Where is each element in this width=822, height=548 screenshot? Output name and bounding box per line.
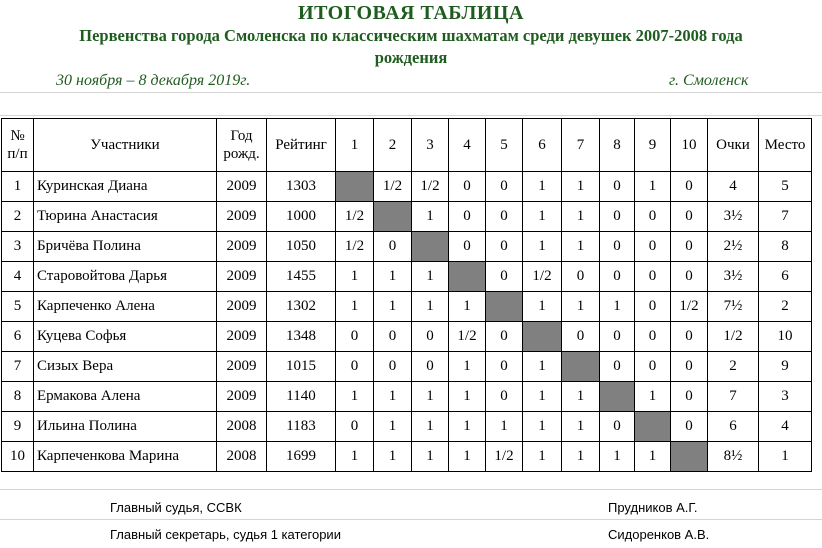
header-row bbox=[2, 119, 812, 172]
game-result: 1 bbox=[562, 382, 600, 412]
game-result: 1 bbox=[600, 292, 635, 322]
table-row bbox=[2, 412, 812, 442]
game-result: 1/2 bbox=[412, 172, 449, 202]
diagonal-cell bbox=[374, 202, 412, 232]
diagonal-cell bbox=[336, 172, 374, 202]
game-result: 0 bbox=[671, 232, 708, 262]
game-result: 1 bbox=[412, 442, 449, 472]
birth-year: 2009 bbox=[217, 202, 267, 232]
game-result: 0 bbox=[486, 172, 523, 202]
game-result: 1 bbox=[562, 202, 600, 232]
subtitle-line-1: Первенства города Смоленска по классическим шахматам среди девушек 2007-2008 года bbox=[79, 26, 743, 45]
points: 7½ bbox=[708, 292, 759, 322]
birth-year: 2009 bbox=[217, 292, 267, 322]
game-result: 0 bbox=[671, 322, 708, 352]
game-result: 1 bbox=[562, 412, 600, 442]
place: 2 bbox=[759, 292, 812, 322]
birth-year: 2008 bbox=[217, 412, 267, 442]
game-result: 1/2 bbox=[449, 322, 486, 352]
table-row bbox=[2, 322, 812, 352]
header-num: № п/п bbox=[2, 119, 34, 172]
game-result: 0 bbox=[635, 232, 671, 262]
place: 4 bbox=[759, 412, 812, 442]
diagonal-cell bbox=[635, 412, 671, 442]
place: 5 bbox=[759, 172, 812, 202]
header-round: 7 bbox=[562, 119, 600, 172]
game-result: 1 bbox=[412, 262, 449, 292]
points: 3½ bbox=[708, 202, 759, 232]
table-row bbox=[2, 202, 812, 232]
rating: 1183 bbox=[267, 412, 336, 442]
diagonal-cell bbox=[523, 322, 562, 352]
game-result: 1 bbox=[336, 292, 374, 322]
game-result: 0 bbox=[374, 352, 412, 382]
row-number: 4 bbox=[2, 262, 34, 292]
game-result: 0 bbox=[449, 232, 486, 262]
table-row bbox=[2, 232, 812, 262]
diagonal-cell bbox=[486, 292, 523, 322]
tournament-dates: 30 ноября – 8 декабря 2019г. bbox=[56, 72, 251, 89]
birth-year: 2009 bbox=[217, 382, 267, 412]
game-result: 1 bbox=[523, 442, 562, 472]
rating: 1302 bbox=[267, 292, 336, 322]
game-result: 1 bbox=[374, 412, 412, 442]
participant-name: Ермакова Алена bbox=[34, 382, 217, 412]
header-round: 8 bbox=[600, 119, 635, 172]
game-result: 0 bbox=[635, 322, 671, 352]
game-result: 1 bbox=[449, 352, 486, 382]
place: 1 bbox=[759, 442, 812, 472]
rating: 1050 bbox=[267, 232, 336, 262]
chief-secretary-name: Сидоренков А.В. bbox=[608, 527, 710, 542]
place: 3 bbox=[759, 382, 812, 412]
game-result: 0 bbox=[486, 322, 523, 352]
chief-secretary-label: Главный секретарь, судья 1 категории bbox=[110, 527, 341, 542]
rating: 1348 bbox=[267, 322, 336, 352]
game-result: 1 bbox=[562, 442, 600, 472]
header-round: 3 bbox=[412, 119, 449, 172]
game-result: 0 bbox=[412, 352, 449, 382]
game-result: 0 bbox=[600, 412, 635, 442]
place: 7 bbox=[759, 202, 812, 232]
game-result: 1 bbox=[374, 442, 412, 472]
table-row bbox=[2, 262, 812, 292]
rating: 1699 bbox=[267, 442, 336, 472]
participant-name: Бричёва Полина bbox=[34, 232, 217, 262]
table-row bbox=[2, 172, 812, 202]
diagonal-cell bbox=[412, 232, 449, 262]
results-body bbox=[2, 172, 812, 472]
participant-name: Старовойтова Дарья bbox=[34, 262, 217, 292]
row-number: 1 bbox=[2, 172, 34, 202]
game-result: 0 bbox=[562, 262, 600, 292]
game-result: 0 bbox=[671, 262, 708, 292]
row-number: 2 bbox=[2, 202, 34, 232]
game-result: 1/2 bbox=[336, 232, 374, 262]
diagonal-cell bbox=[600, 382, 635, 412]
rating: 1303 bbox=[267, 172, 336, 202]
game-result: 0 bbox=[336, 322, 374, 352]
game-result: 0 bbox=[671, 352, 708, 382]
footer-divider bbox=[0, 519, 822, 520]
points: 8½ bbox=[708, 442, 759, 472]
page-title: ИТОГОВАЯ ТАБЛИЦА bbox=[298, 2, 524, 24]
table-row bbox=[2, 352, 812, 382]
game-result: 1 bbox=[523, 202, 562, 232]
game-result: 1 bbox=[412, 412, 449, 442]
points: 6 bbox=[708, 412, 759, 442]
place: 10 bbox=[759, 322, 812, 352]
game-result: 0 bbox=[600, 172, 635, 202]
header-birth-year: Год рожд. bbox=[217, 119, 267, 172]
results-table bbox=[1, 118, 812, 472]
game-result: 1 bbox=[635, 382, 671, 412]
table-row bbox=[2, 442, 812, 472]
points: 4 bbox=[708, 172, 759, 202]
game-result: 1 bbox=[523, 412, 562, 442]
game-result: 1 bbox=[523, 382, 562, 412]
game-result: 0 bbox=[374, 232, 412, 262]
chief-judge-label: Главный судья, ССВК bbox=[110, 500, 242, 515]
game-result: 1 bbox=[486, 412, 523, 442]
game-result: 1/2 bbox=[336, 202, 374, 232]
row-number: 10 bbox=[2, 442, 34, 472]
game-result: 0 bbox=[374, 322, 412, 352]
participant-name: Ильина Полина bbox=[34, 412, 217, 442]
subtitle-line-2: рождения bbox=[374, 48, 448, 67]
participant-name: Куринская Диана bbox=[34, 172, 217, 202]
game-result: 0 bbox=[671, 412, 708, 442]
header-round: 6 bbox=[523, 119, 562, 172]
points: 7 bbox=[708, 382, 759, 412]
game-result: 1/2 bbox=[671, 292, 708, 322]
game-result: 0 bbox=[600, 232, 635, 262]
diagonal-cell bbox=[449, 262, 486, 292]
game-result: 0 bbox=[635, 262, 671, 292]
header-participants: Участники bbox=[34, 119, 217, 172]
game-result: 1 bbox=[336, 442, 374, 472]
game-result: 1/2 bbox=[486, 442, 523, 472]
row-number: 5 bbox=[2, 292, 34, 322]
game-result: 0 bbox=[486, 262, 523, 292]
birth-year: 2008 bbox=[217, 442, 267, 472]
game-result: 0 bbox=[336, 352, 374, 382]
header-round: 1 bbox=[336, 119, 374, 172]
rating: 1455 bbox=[267, 262, 336, 292]
game-result: 1 bbox=[562, 292, 600, 322]
birth-year: 2009 bbox=[217, 352, 267, 382]
diagonal-cell bbox=[562, 352, 600, 382]
page-subtitle bbox=[30, 25, 792, 69]
game-result: 1 bbox=[523, 292, 562, 322]
game-result: 0 bbox=[600, 322, 635, 352]
game-result: 0 bbox=[600, 202, 635, 232]
header-round: 4 bbox=[449, 119, 486, 172]
game-result: 1 bbox=[523, 352, 562, 382]
game-result: 1 bbox=[449, 442, 486, 472]
row-number: 7 bbox=[2, 352, 34, 382]
table-row bbox=[2, 382, 812, 412]
game-result: 1 bbox=[412, 382, 449, 412]
points: 2 bbox=[708, 352, 759, 382]
header-round: 2 bbox=[374, 119, 412, 172]
game-result: 1 bbox=[374, 262, 412, 292]
row-number: 3 bbox=[2, 232, 34, 262]
participant-name: Карпеченкова Марина bbox=[34, 442, 217, 472]
game-result: 1 bbox=[635, 442, 671, 472]
game-result: 1/2 bbox=[374, 172, 412, 202]
game-result: 0 bbox=[671, 202, 708, 232]
game-result: 1 bbox=[336, 382, 374, 412]
game-result: 1 bbox=[412, 202, 449, 232]
game-result: 1 bbox=[412, 292, 449, 322]
game-result: 0 bbox=[671, 172, 708, 202]
game-result: 1/2 bbox=[523, 262, 562, 292]
table-row bbox=[2, 292, 812, 322]
place: 9 bbox=[759, 352, 812, 382]
blank-spacer-row bbox=[0, 92, 822, 116]
participant-name: Карпеченко Алена bbox=[34, 292, 217, 322]
game-result: 1 bbox=[523, 232, 562, 262]
birth-year: 2009 bbox=[217, 262, 267, 292]
game-result: 0 bbox=[486, 352, 523, 382]
game-result: 1 bbox=[449, 292, 486, 322]
game-result: 1 bbox=[600, 442, 635, 472]
rating: 1140 bbox=[267, 382, 336, 412]
points: 2½ bbox=[708, 232, 759, 262]
birth-year: 2009 bbox=[217, 232, 267, 262]
chief-judge-name: Прудников А.Г. bbox=[608, 500, 698, 515]
game-result: 1 bbox=[562, 232, 600, 262]
header-rating: Рейтинг bbox=[267, 119, 336, 172]
game-result: 1 bbox=[635, 172, 671, 202]
participant-name: Куцева Софья bbox=[34, 322, 217, 352]
game-result: 0 bbox=[635, 202, 671, 232]
row-number: 8 bbox=[2, 382, 34, 412]
participant-name: Сизых Вера bbox=[34, 352, 217, 382]
game-result: 1 bbox=[449, 382, 486, 412]
game-result: 0 bbox=[600, 352, 635, 382]
game-result: 0 bbox=[635, 292, 671, 322]
header-place: Место bbox=[759, 119, 812, 172]
game-result: 1 bbox=[562, 172, 600, 202]
game-result: 1 bbox=[449, 412, 486, 442]
game-result: 0 bbox=[635, 352, 671, 382]
header-round: 5 bbox=[486, 119, 523, 172]
row-number: 9 bbox=[2, 412, 34, 442]
game-result: 0 bbox=[336, 412, 374, 442]
points: 3½ bbox=[708, 262, 759, 292]
game-result: 0 bbox=[412, 322, 449, 352]
game-result: 1 bbox=[374, 382, 412, 412]
game-result: 0 bbox=[562, 322, 600, 352]
header-round: 10 bbox=[671, 119, 708, 172]
game-result: 0 bbox=[600, 262, 635, 292]
participant-name: Тюрина Анастасия bbox=[34, 202, 217, 232]
game-result: 0 bbox=[486, 202, 523, 232]
game-result: 1 bbox=[523, 172, 562, 202]
game-result: 0 bbox=[449, 172, 486, 202]
birth-year: 2009 bbox=[217, 322, 267, 352]
game-result: 0 bbox=[486, 232, 523, 262]
birth-year: 2009 bbox=[217, 172, 267, 202]
place: 8 bbox=[759, 232, 812, 262]
row-number: 6 bbox=[2, 322, 34, 352]
game-result: 0 bbox=[671, 382, 708, 412]
footer-divider bbox=[0, 489, 822, 490]
diagonal-cell bbox=[671, 442, 708, 472]
place: 6 bbox=[759, 262, 812, 292]
game-result: 0 bbox=[486, 382, 523, 412]
game-result: 1 bbox=[374, 292, 412, 322]
rating: 1015 bbox=[267, 352, 336, 382]
points: 1/2 bbox=[708, 322, 759, 352]
tournament-city: г. Смоленск bbox=[669, 72, 749, 89]
header-round: 9 bbox=[635, 119, 671, 172]
game-result: 1 bbox=[336, 262, 374, 292]
rating: 1000 bbox=[267, 202, 336, 232]
game-result: 0 bbox=[449, 202, 486, 232]
header-points: Очки bbox=[708, 119, 759, 172]
